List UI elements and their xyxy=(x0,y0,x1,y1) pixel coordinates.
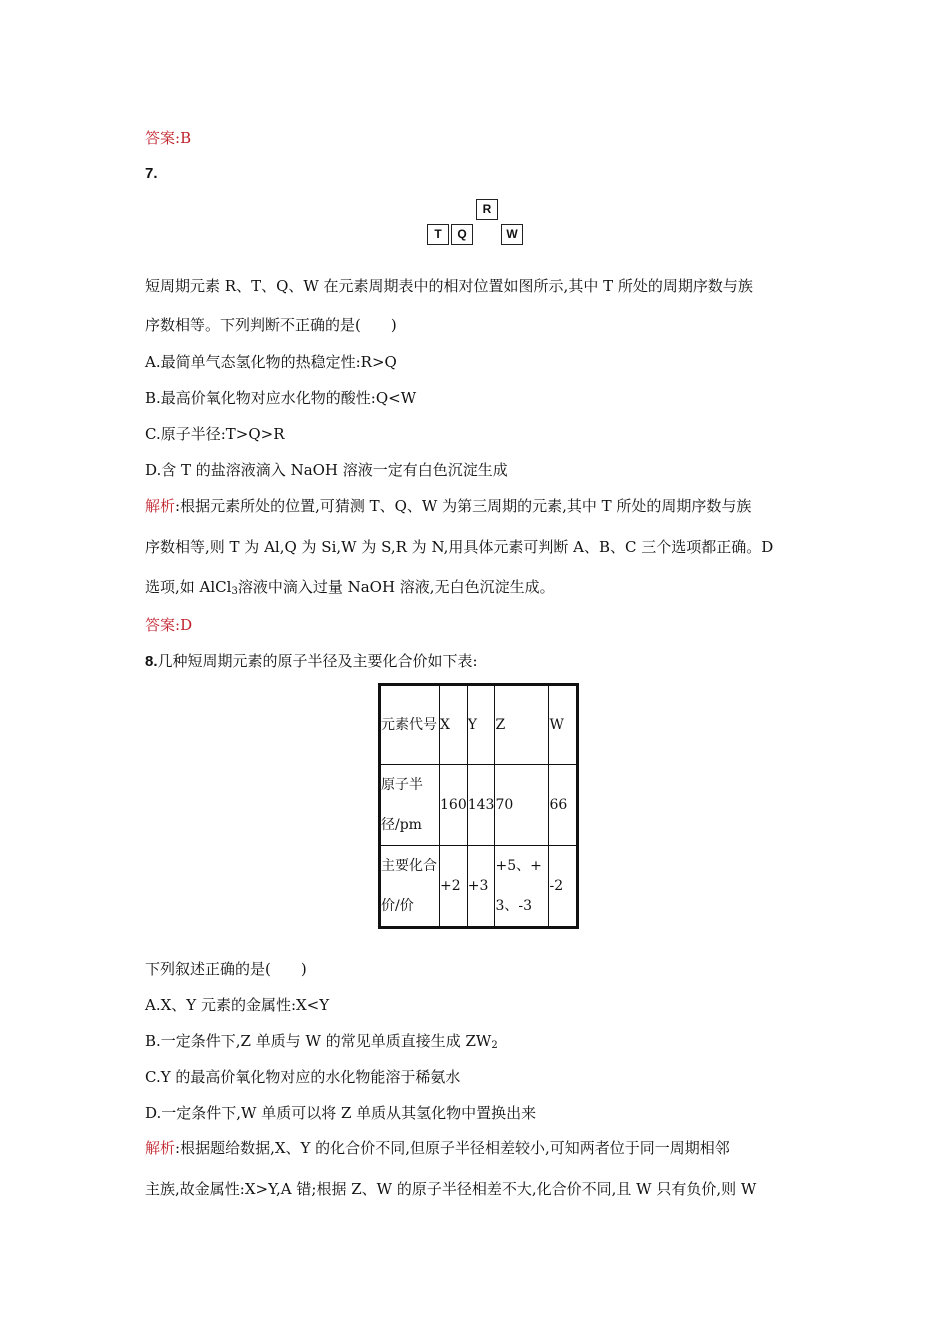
q7-option-b: B.最高价氧化物对应水化物的酸性:Q<W xyxy=(145,389,417,407)
q8-option-c: C.Y 的最高价氧化物对应的水化物能溶于稀氨水 xyxy=(145,1068,461,1086)
analysis-text: :根据题给数据,X、Y 的化合价不同,但原子半径相差较小,可知两者位于同一周期相邻 xyxy=(175,1139,730,1157)
table-cell: 66 xyxy=(549,765,578,846)
table-cell: -2 xyxy=(549,846,578,928)
answer-label: 答案 xyxy=(145,616,176,634)
analysis-label: 解析 xyxy=(145,1139,176,1157)
table-row xyxy=(380,765,578,846)
q8-question: 下列叙述正确的是( ) xyxy=(145,960,307,978)
question-number-7: 7. xyxy=(145,165,158,182)
answer-label: 答案 xyxy=(145,129,176,147)
q7-analysis-line-3 xyxy=(145,576,555,597)
analysis-text-a: 选项,如 AlCl xyxy=(145,578,232,596)
analysis-label: 解析 xyxy=(145,497,176,515)
table-cell: 原子半径/pm xyxy=(380,765,440,846)
q8-analysis-line-1 xyxy=(145,1137,730,1158)
q7-stem-line-2: 序数相等。下列判断不正确的是( ) xyxy=(145,316,397,334)
analysis-text: :根据元素所处的位置,可猜测 T、Q、W 为第三周期的元素,其中 T 所处的周期序数与族 xyxy=(175,497,752,515)
table-cell: X xyxy=(440,685,468,765)
table-cell: 主要化合价/价 xyxy=(380,846,440,928)
element-box-r: R xyxy=(476,199,498,220)
q7-option-d: D.含 T 的盐溶液滴入 NaOH 溶液一定有白色沉淀生成 xyxy=(145,461,508,479)
q8-option-b xyxy=(145,1030,498,1051)
table-row xyxy=(380,846,578,928)
q7-option-a: A.最简单气态氢化物的热稳定性:R>Q xyxy=(145,353,397,371)
element-data-table xyxy=(378,683,579,929)
table-cell: Y xyxy=(467,685,495,765)
table-cell: 143 xyxy=(467,765,495,846)
q8-stem-text: 几种短周期元素的原子半径及主要化合价如下表: xyxy=(157,652,478,670)
table-cell: W xyxy=(549,685,578,765)
table-cell: 70 xyxy=(495,765,549,846)
q7-analysis-line-1 xyxy=(145,495,751,516)
element-box-w: W xyxy=(501,224,523,245)
q8-analysis-line-2: 主族,故金属性:X>Y,A 错;根据 Z、W 的原子半径相差不大,化合价不同,且 W 只有负价,则 W xyxy=(145,1180,757,1198)
subscript: 2 xyxy=(491,1040,498,1051)
table-cell: 160 xyxy=(440,765,468,846)
answer-value: :B xyxy=(175,129,192,147)
subscript: 3 xyxy=(231,586,238,597)
table-cell: +2 xyxy=(440,846,468,928)
table-cell: Z xyxy=(495,685,549,765)
table-cell: 元素代号 xyxy=(380,685,440,765)
q8-option-d: D.一定条件下,W 单质可以将 Z 单质从其氢化物中置换出来 xyxy=(145,1104,537,1122)
option-b-text: B.一定条件下,Z 单质与 W 的常见单质直接生成 ZW xyxy=(145,1032,492,1050)
element-box-t: T xyxy=(427,224,449,245)
q8-option-a: A.X、Y 元素的金属性:X<Y xyxy=(145,996,330,1014)
table-cell: +5、+3、-3 xyxy=(495,846,549,928)
q7-analysis-line-2: 序数相等,则 T 为 Al,Q 为 Si,W 为 S,R 为 N,用具体元素可判断 A、B、C 三个选项都正确。D xyxy=(145,538,774,556)
q7-option-c: C.原子半径:T>Q>R xyxy=(145,425,285,443)
q7-answer xyxy=(145,614,192,635)
table-row xyxy=(380,685,578,765)
element-box-q: Q xyxy=(451,224,473,245)
q6-answer xyxy=(145,127,191,148)
q8-stem xyxy=(145,650,478,671)
answer-value: :D xyxy=(175,616,193,634)
table-cell: +3 xyxy=(467,846,495,928)
analysis-text-b: 溶液中滴入过量 NaOH 溶液,无白色沉淀生成。 xyxy=(237,578,555,596)
question-number-8: 8. xyxy=(145,653,158,670)
q7-stem-line-1: 短周期元素 R、T、Q、W 在元素周期表中的相对位置如图所示,其中 T 所处的周期序数与族 xyxy=(145,277,753,295)
